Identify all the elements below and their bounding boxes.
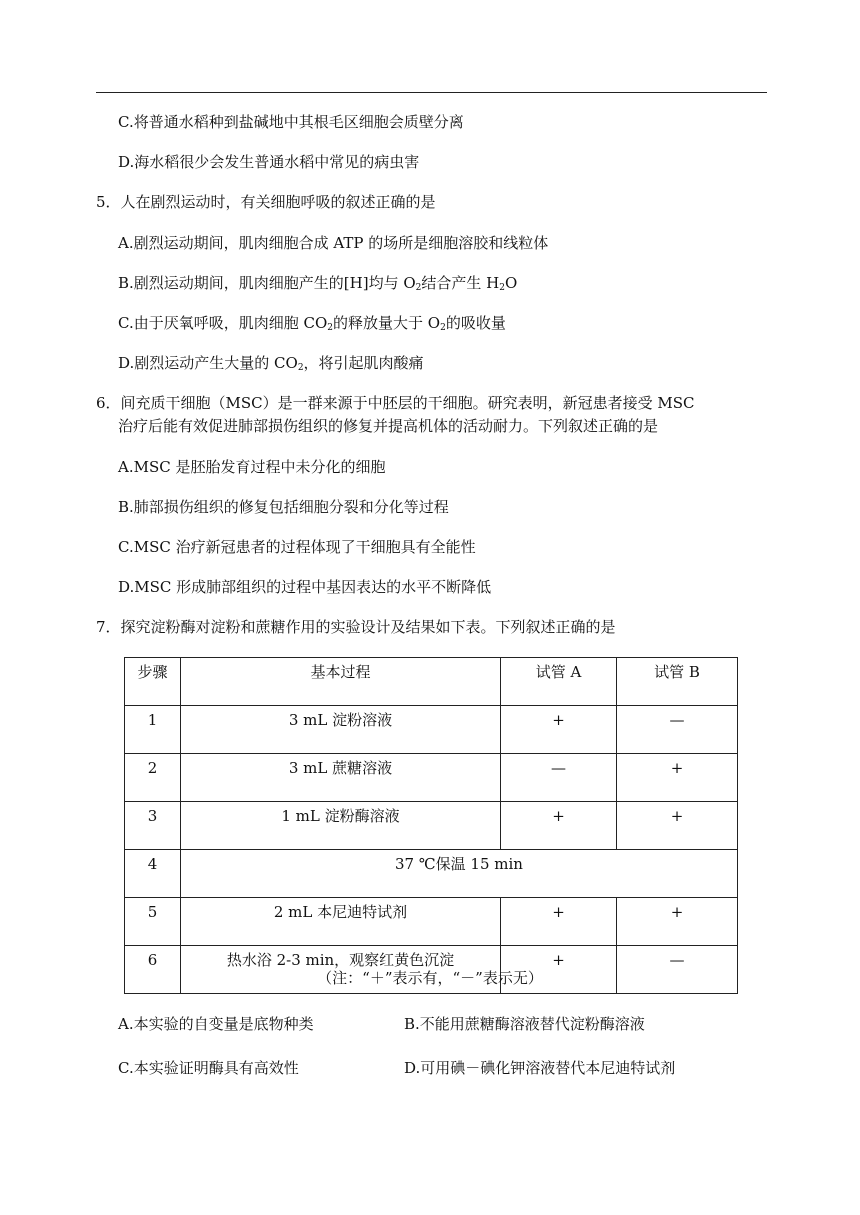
table-header-row (125, 658, 738, 706)
process-cell: 2 mL 本尼迪特试剂 (181, 898, 501, 946)
question-5-option-c: C.由于厌氧呼吸，肌肉细胞 $CO_2$的释放量大于 $O_2$的吸收量 (118, 314, 506, 333)
step-cell: 1 (125, 706, 181, 754)
tube-b-cell: + (617, 754, 738, 802)
question-5-stem: 5．人在剧烈运动时，有关细胞呼吸的叙述正确的是 (96, 193, 436, 211)
tube-b-cell: — (617, 706, 738, 754)
tube-a-cell: + (501, 802, 617, 850)
step-cell: 6 (125, 946, 181, 994)
header-rule (96, 92, 767, 93)
table-row (125, 706, 738, 754)
question-6-option-d: D.MSC 形成肺部组织的过程中基因表达的水平不断降低 (118, 578, 492, 596)
process-cell: 3 mL 蔗糖溶液 (181, 754, 501, 802)
question-7-stem: 7．探究淀粉酶对淀粉和蔗糖作用的实验设计及结果如下表。下列叙述正确的是 (96, 618, 616, 636)
question-7-option-c: C.本实验证明酶具有高效性 (118, 1059, 299, 1077)
table-row (125, 802, 738, 850)
step-cell: 3 (125, 802, 181, 850)
step-cell: 5 (125, 898, 181, 946)
tube-a-cell: — (501, 754, 617, 802)
question-6-option-b: B.肺部损伤组织的修复包括细胞分裂和分化等过程 (118, 498, 449, 516)
step-cell: 2 (125, 754, 181, 802)
table-row (125, 850, 738, 898)
header-step: 步骤 (125, 658, 181, 706)
process-cell-merged: 37 ℃保温 15 min (181, 850, 738, 898)
question-6-stem-line1: 6．间充质干细胞（MSC）是一群来源于中胚层的干细胞。研究表明，新冠患者接受 MSC (96, 394, 695, 412)
question-7-option-d: D.可用碘－碘化钾溶液替代本尼迪特试剂 (404, 1059, 676, 1077)
question-7-option-a: A.本实验的自变量是底物种类 (118, 1015, 314, 1033)
question-6-option-c: C.MSC 治疗新冠患者的过程体现了干细胞具有全能性 (118, 538, 476, 556)
header-process: 基本过程 (181, 658, 501, 706)
header-tube-a: 试管 A (501, 658, 617, 706)
process-cell: 1 mL 淀粉酶溶液 (181, 802, 501, 850)
table-row (125, 754, 738, 802)
question-5-option-a: A.剧烈运动期间，肌肉细胞合成 ATP 的场所是细胞溶胶和线粒体 (118, 234, 549, 252)
table-note: （注：“＋”表示有，“－”表示无） (317, 969, 543, 987)
tube-a-cell: + (501, 706, 617, 754)
process-cell: 热水浴 2-3 min，观察红黄色沉淀 (181, 946, 501, 994)
tube-b-cell: + (617, 898, 738, 946)
question-5-option-b: B.剧烈运动期间，肌肉细胞产生的[H]均与 $O_2$结合产生 $H_2O$ (118, 274, 518, 293)
process-cell: 3 mL 淀粉溶液 (181, 706, 501, 754)
question-5-option-d: D.剧烈运动产生大量的 $CO_2$，将引起肌肉酸痛 (118, 354, 424, 373)
header-tube-b: 试管 B (617, 658, 738, 706)
tube-b-cell: + (617, 802, 738, 850)
table-row (125, 898, 738, 946)
question-7-option-b: B.不能用蔗糖酶溶液替代淀粉酶溶液 (404, 1015, 645, 1033)
question-6-option-a: A.MSC 是胚胎发育过程中未分化的细胞 (118, 458, 386, 476)
option-c-prev: C.将普通水稻种到盐碱地中其根毛区细胞会质壁分离 (118, 113, 464, 131)
option-d-prev: D.海水稻很少会发生普通水稻中常见的病虫害 (118, 153, 420, 171)
step-cell: 4 (125, 850, 181, 898)
experiment-table (124, 657, 738, 994)
tube-b-cell: — (617, 946, 738, 994)
tube-a-cell: + (501, 946, 617, 994)
tube-a-cell: + (501, 898, 617, 946)
question-6-stem-line2: 治疗后能有效促进肺部损伤组织的修复并提高机体的活动耐力。下列叙述正确的是 (118, 417, 659, 435)
